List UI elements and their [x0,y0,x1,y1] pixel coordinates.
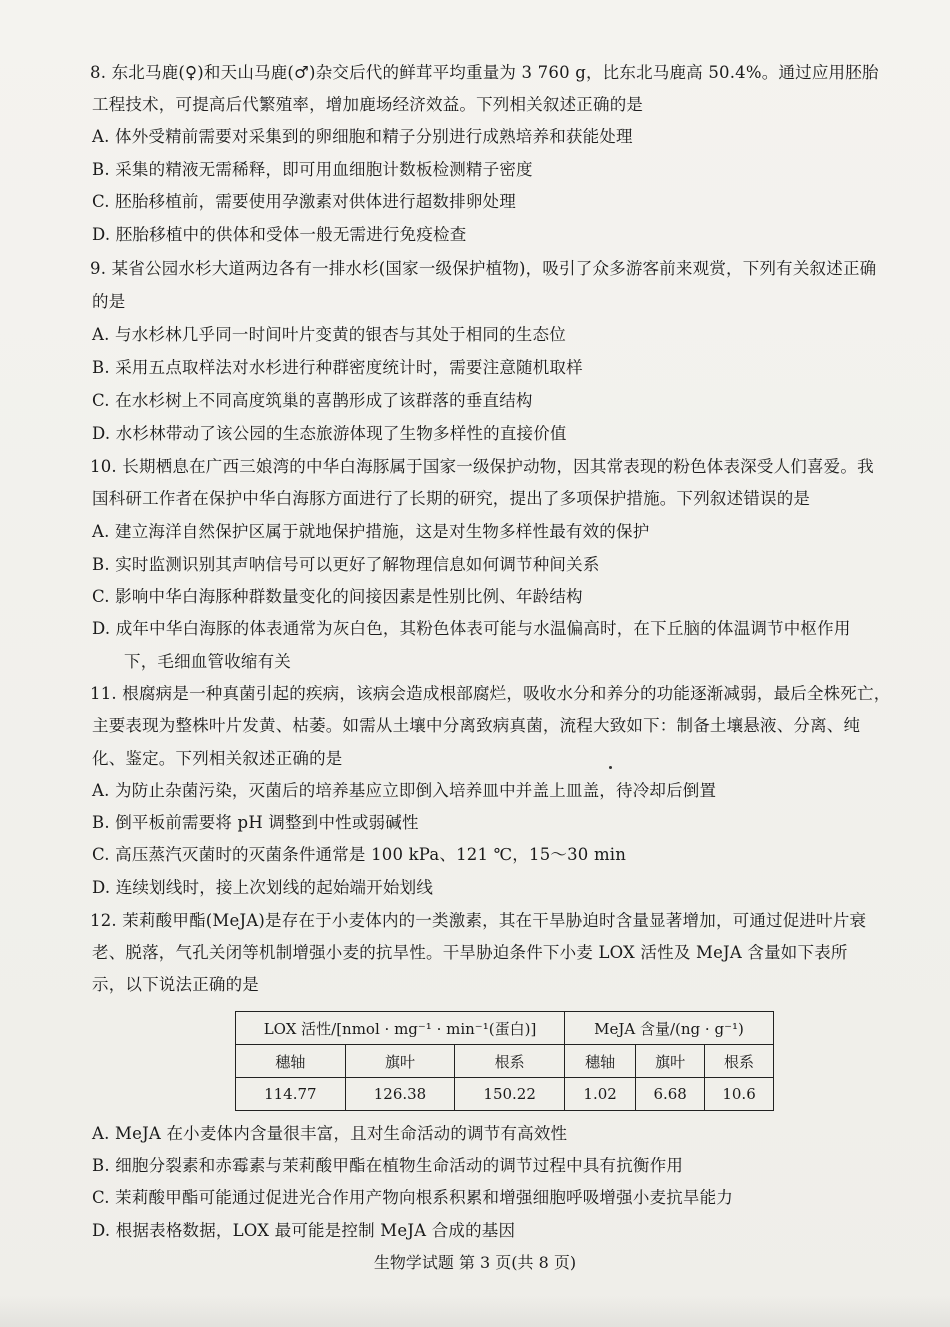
q11-option-d: D. 连续划线时，接上次划线的起始端开始划线 [92,878,434,897]
table-subheader-row [236,1045,774,1078]
table-col-header: 旗叶 [345,1045,455,1078]
q9-stem-line1: 9. 某省公园水杉大道两边各有一排水杉(国家一级保护植物)，吸引了众多游客前来观赏，下列有关叙述正确 [90,259,877,278]
q9-option-d: D. 水杉林带动了该公园的生态旅游体现了生物多样性的直接价值 [92,424,567,443]
table-col-header: 根系 [705,1045,774,1078]
table-cell: 1.02 [565,1078,636,1111]
q8-option-d: D. 胚胎移植中的供体和受体一般无需进行免疫检查 [92,225,467,244]
q10-stem-line1: 10. 长期栖息在广西三娘湾的中华白海豚属于国家一级保护动物，因其常表现的粉色体表深受人们喜爱。我 [90,457,874,476]
q12-stem-line3: 示，以下说法正确的是 [92,975,259,994]
q12-option-c: C. 茉莉酸甲酯可能通过促进光合作用产物向根系积累和增强细胞呼吸增强小麦抗旱能力 [92,1188,734,1207]
page-footer: 生物学试题 第 3 页(共 8 页) [373,1253,577,1272]
table-col-header: 旗叶 [636,1045,705,1078]
q9-stem-line2: 的是 [92,292,126,311]
q12-stem-line1: 12. 茉莉酸甲酯(MeJA)是存在于小麦体内的一类激素，其在干旱胁迫时含量显著增加，可通过促进叶片衰 [90,911,867,930]
table-cell: 114.77 [236,1078,346,1111]
q10-option-b: B. 实时监测识别其声呐信号可以更好了解物理信息如何调节种间关系 [92,555,600,574]
table-col-header: 穗轴 [565,1045,636,1078]
table-cell: 6.68 [636,1078,705,1111]
table-cell: 10.6 [705,1078,774,1111]
q8-option-c: C. 胚胎移植前，需要使用孕激素对供体进行超数排卵处理 [92,192,516,211]
page-bottom-shadow [0,1295,950,1327]
q8-option-a: A. 体外受精前需要对采集到的卵细胞和精子分别进行成熟培养和获能处理 [92,127,633,146]
q11-option-a: A. 为防止杂菌污染，灭菌后的培养基应立即倒入培养皿中并盖上皿盖，待冷却后倒置 [92,781,717,800]
table-group-header-meja: MeJA 含量/(ng · g⁻¹) [565,1012,774,1045]
q12-option-b: B. 细胞分裂素和赤霉素与茉莉酸甲酯在植物生命活动的调节过程中具有抗衡作用 [92,1156,684,1175]
q10-option-d: D. 成年中华白海豚的体表通常为灰白色，其粉色体表可能与水温偏高时，在下丘脑的体温调节中枢作用 [92,619,851,638]
q11-stem-line1: 11. 根腐病是一种真菌引起的疾病，该病会造成根部腐烂，吸收水分和养分的功能逐渐减弱，最后全株死亡， [90,684,891,703]
q8-stem-line1: 8. 东北马鹿(♀)和天山马鹿(♂)杂交后代的鲜茸平均重量为 3 760 g，比东北马鹿高 50.4%。通过应用胚胎 [90,63,879,82]
q9-option-a: A. 与水杉林几乎同一时间叶片变黄的银杏与其处于相同的生态位 [92,325,566,344]
q11-option-b: B. 倒平板前需要将 pH 调整到中性或弱碱性 [92,813,419,832]
q8-option-b: B. 采集的精液无需稀释，即可用血细胞计数板检测精子密度 [92,160,533,179]
q11-option-c: C. 高压蒸汽灭菌时的灭菌条件通常是 100 kPa、121 ℃，15～30 min [92,845,627,864]
table-cell: 126.38 [345,1078,455,1111]
q12-option-d: D. 根据表格数据，LOX 最可能是控制 MeJA 合成的基因 [92,1221,516,1240]
q11-stem-line2: 主要表现为整株叶片发黄、枯萎。如需从土壤中分离致病真菌，流程大致如下：制备土壤悬液、分离、纯 [92,716,861,735]
q10-option-a: A. 建立海洋自然保护区属于就地保护措施，这是对生物多样性最有效的保护 [92,522,650,541]
q10-option-d-cont: 下，毛细血管收缩有关 [124,652,291,671]
table-header-row [236,1012,774,1045]
data-table [235,1011,774,1111]
q12-stem-line2: 老、脱落，气孔关闭等机制增强小麦的抗旱性。干旱胁迫条件下小麦 LOX 活性及 MeJA 含量如下表所 [92,943,848,962]
stray-mark [609,766,612,769]
q11-stem-line3: 化、鉴定。下列相关叙述正确的是 [92,749,343,768]
table-col-header: 穗轴 [236,1045,346,1078]
table-group-header-lox: LOX 活性/[nmol · mg⁻¹ · min⁻¹(蛋白)] [236,1012,565,1045]
table-cell: 150.22 [455,1078,565,1111]
q10-stem-line2: 国科研工作者在保护中华白海豚方面进行了长期的研究，提出了多项保护措施。下列叙述错误的是 [92,489,811,508]
q10-option-c: C. 影响中华白海豚种群数量变化的间接因素是性别比例、年龄结构 [92,587,583,606]
table-col-header: 根系 [455,1045,565,1078]
q8-stem-line2: 工程技术，可提高后代繁殖率，增加鹿场经济效益。下列相关叙述正确的是 [92,95,644,114]
q12-option-a: A. MeJA 在小麦体内含量很丰富，且对生命活动的调节有高效性 [92,1124,568,1143]
table-row [236,1078,774,1111]
q9-option-b: B. 采用五点取样法对水杉进行种群密度统计时，需要注意随机取样 [92,358,583,377]
q9-option-c: C. 在水杉树上不同高度筑巢的喜鹊形成了该群落的垂直结构 [92,391,533,410]
